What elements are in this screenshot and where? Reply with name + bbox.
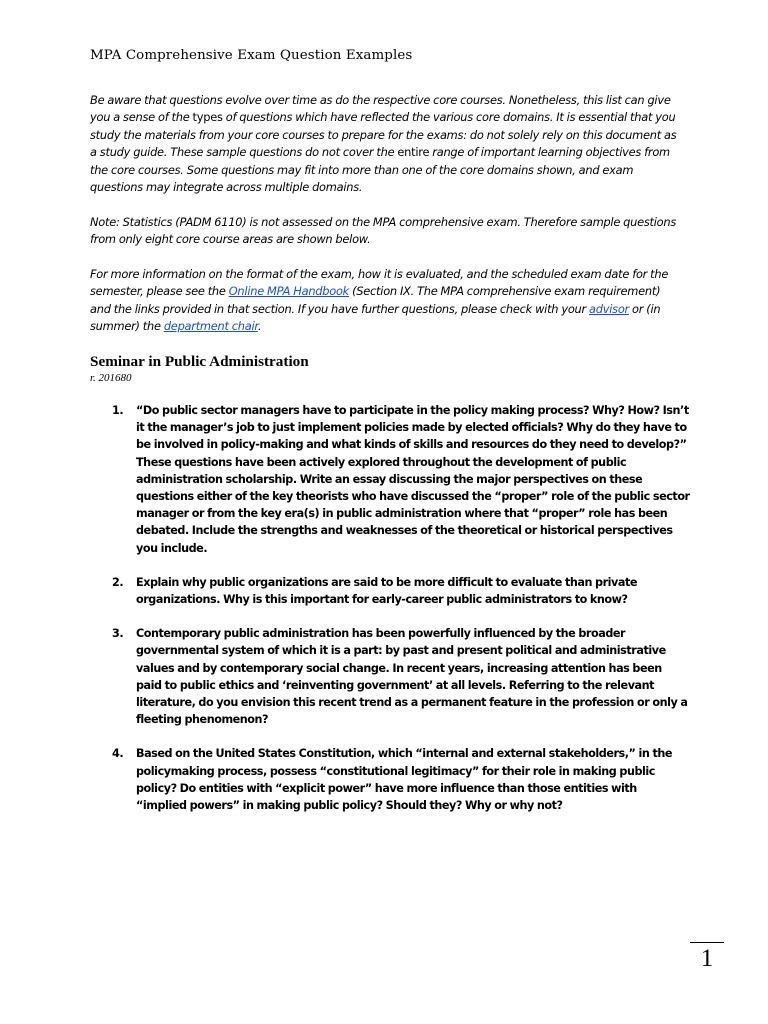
online-mpa-handbook-link[interactable]: Online MPA Handbook — [228, 284, 350, 299]
page-number: 1 — [700, 945, 714, 972]
section-heading: Seminar in Public Administration — [90, 353, 309, 370]
question-text: Explain why public organizations are said to be more difficult to evaluate than private organizations. Why is this important for early-career public administrators to know? — [136, 575, 638, 607]
intro-paragraph-guidance — [90, 92, 680, 196]
emphasis-types: types — [192, 110, 223, 125]
question-number: 4. — [112, 747, 124, 761]
question-list — [90, 402, 690, 831]
question-item — [90, 625, 690, 728]
intro-text: (Section IX. The MPA comprehensive exam requirement) and the links provided in that section. If you have further questions, please check with your — [90, 284, 661, 316]
intro-text: range of important learning objectives from the core courses. Some questions may fit into more than one of the core domains shown, and exam questions may integrate across multiple domains. — [90, 145, 670, 195]
document-title: MPA Comprehensive Exam Question Examples — [90, 48, 413, 63]
question-number: 3. — [112, 627, 124, 641]
department-chair-link[interactable]: department chair — [163, 319, 258, 334]
intro-paragraph-statistics-note: Note: Statistics (PADM 6110) is not assessed on the MPA comprehensive exam. Therefore sample questions from only eight core course areas are shown below. — [90, 215, 677, 247]
question-item — [90, 574, 690, 608]
intro-paragraph-more-info — [90, 266, 680, 336]
intro-text: For more information on the format of the exam, how it is evaluated, and the scheduled exam date for the semester, please see the — [90, 267, 669, 299]
question-text: Based on the United States Constitution, which “internal and external stakeholders,” in the policymaking process, possess “constitutional legitimacy” for their role in making public policy? Do entities with “explicit power” have more influence than those entities with “implied powers” in making public policy? Should they? Why or why not? — [136, 747, 672, 813]
advisor-link[interactable]: advisor — [589, 301, 629, 316]
question-number: 1. — [112, 404, 124, 417]
question-item — [90, 402, 690, 557]
question-item — [90, 745, 690, 814]
section-revision: r. 201680 — [90, 372, 132, 384]
page-number-rule — [690, 942, 724, 943]
intro-text: Be aware that questions evolve over time as do the respective core courses. Nonetheless, this list can give you a sense of the — [90, 93, 671, 125]
intro-text: of questions which have reflected the various core domains. It is essential that you study the materials from your core courses to prepare for the exams: do not solely rely on this document as a study guide. These sample questions do not cover the — [90, 110, 677, 160]
emphasis-entire: entire — [397, 145, 430, 160]
intro-text: . — [257, 319, 262, 334]
question-text: “Do public sector managers have to participate in the policy making process? Why? How? Isn’t it the manager’s job to just implement policies made by elected officials? Why do they have to be involved in policy-making and what kinds of skills and resources do they need to develop?” These questions have been actively explored throughout the development of public administration scholarship. Write an essay discussing the major perspectives on these questions either of the key theorists who have discussed the “proper” role of the public sector manager or from the key era(s) in public administration where that “proper” role has been debated. Include the strengths and weaknesses of the theoretical or historical perspectives you include. — [136, 404, 690, 555]
intro-text: or (in summer) the — [90, 301, 661, 334]
question-number: 2. — [112, 575, 124, 589]
question-text: Contemporary public administration has been powerfully influenced by the broader governmental system of which it is a part: by past and present political and administrative values and by contemporary social change. In recent years, increasing attention has been paid to public ethics and ‘reinventing government’ at all levels. Referring to the relevant literature, do you envision this recent trend as a permanent feature in the profession or only a fleeting phenomenon? — [136, 627, 688, 727]
